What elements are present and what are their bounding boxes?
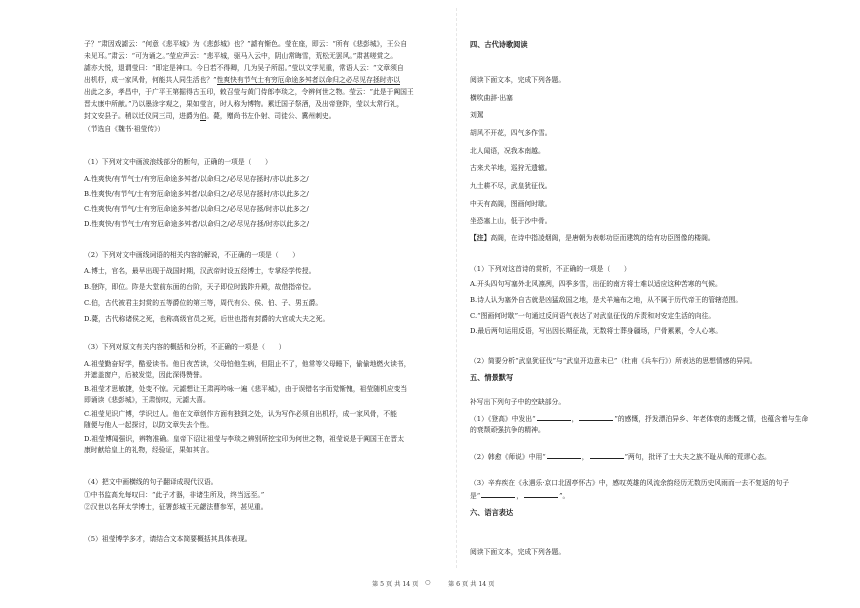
dictation-q3: （3）辛弃疾在《永遇乐·京口北固亭怀古》中，感叹英雄的风流余韵经历无数历史风雨而一去不复返的句子 — [470, 479, 790, 487]
passage-line: 未见耳。”肃云：“可为诵之。”莹应声云：“悲平城，驱马入云中，阴山常晦雪，荒松无罢风。”肃甚嗟赏之。 — [84, 52, 398, 60]
poem-line: 胡风不开花，四气多作雪。 — [470, 129, 552, 137]
passage-text: 封文安县子。稍以迁仪同三司，进爵为 — [84, 112, 200, 120]
note-text: 高阁，在诗中指凌烟阁，是唐朝为表彰功臣而建筑的绘有功臣图像的楼阁。 — [490, 234, 715, 242]
passage-text: 。薨，赠尚书左仆射、司徒公、冀州刺史。 — [206, 112, 336, 120]
option-d[interactable]: D.最后两句运用反语，写出因长期征战，无数将士葬身疆场，尸骨累累，令人心寒。 — [470, 327, 723, 335]
underlined-term: 伯 — [199, 112, 207, 120]
language-intro: 阅读下面文本，完成下列各题。 — [470, 548, 566, 556]
translate-item-1: ①中书监高允每叹曰：“此子才器，非诸生所及，终当远至。” — [84, 491, 265, 499]
passage-text: 出机杼，成一家风骨，何能共人同生活也？” — [84, 76, 217, 84]
option-b[interactable]: B.诗人认为塞外自古就是凶猛敌国之地，是犬羊遍布之地，从不属于历代帝王的管辖范围。 — [470, 296, 743, 304]
poem-line: 北人闻语，况我本南越。 — [470, 147, 545, 155]
passage-line — [84, 76, 400, 85]
dictation-q2-text: ”两句，批评了士大夫之族不耻从师的荒谬心态。 — [624, 453, 771, 461]
poem-author: 刘駕 — [470, 111, 484, 119]
option-b[interactable]: B.祖莹才思敏捷，处变不惊。元謔想让王肃再吟咏一遍《悲平城》，由于误错名字而觉惭愧，祖莹随机应变当 — [84, 385, 408, 393]
dictation-q3-cont: 是“ ， ”。 — [470, 492, 570, 500]
dictation-q1-cont: 的衰颓顽强抗争的精神。 — [470, 426, 545, 434]
poem-note — [470, 234, 715, 243]
page-divider — [456, 8, 457, 568]
wavy-underlined-sentence: 性爽快有节气士有穷厄命途多舛者以命归之必尽见存拯时亦以 — [216, 76, 401, 84]
answer-blank[interactable] — [579, 414, 613, 421]
question-4-stem: （4）把文中画横线的句子翻译成现代汉语。 — [84, 478, 218, 486]
passage-line: 謔亦大悦，退谓莹曰：“即定是神口。今日若不得卿，几为吴子所屈。”莹以文学见重，常语人云：“文章须自 — [84, 64, 404, 72]
poem-title: 横吹曲辞·出塞 — [470, 94, 513, 102]
dictation-q3-text: ”。 — [559, 492, 570, 500]
question-2-stem: （2）下列对文中画线词语的相关内容的解说，不正确的一项是（ ） — [84, 251, 300, 259]
poem-line: 古来犬羊地，巡狩无遗辙。 — [470, 164, 552, 172]
passage-line: 子？”肃因戏謔云：“何意《悲平城》为《悲彭城》也？”謔有惭色。莹在座，即云：“所有《悲彭城》，王公自 — [84, 40, 408, 48]
poem-question-2-stem: （2）简要分析“武皇犹征伐”与“武皇开边意未已”（杜甫《兵车行》）所表达的思想情感的异同。 — [470, 357, 757, 365]
passage-line: 出此之多，孝昌中，于广平王第掘得古玉印，敕召莹与黄门侍郎李琰之，令辨何世之物。莹云：“此是于阗国王 — [84, 88, 414, 96]
option-c[interactable]: C.“图画何时歇”一句通过反问语气表达了对武皇征伐的斥责和对安定生活的向往。 — [470, 312, 716, 320]
answer-blank[interactable] — [481, 491, 515, 498]
section-5-heading: 五、情景默写 — [470, 373, 514, 382]
poem-question-1-stem: （1）下列对这首诗的赏析，不正确的一项是（ ） — [470, 265, 631, 273]
option-c[interactable]: C.伯，古代被君主封赏的五等爵位的第三等，周代有公、侯、伯、子、男五爵。 — [84, 299, 323, 307]
passage-line — [84, 112, 335, 121]
dictation-q1-text: （1）《登高》中发出“ — [470, 415, 536, 423]
option-d[interactable]: D.祖莹博闻强识，辨物准确。皇帝下诏让祖莹与李琰之辨别所挖宝印为何世之物，祖莹说是于阗国王在晋太 — [84, 435, 405, 443]
dictation-intro: 补写出下列句子中的空缺部分。 — [470, 398, 566, 406]
dictation-q2-text: （2）韩愈《师说》中用“ — [470, 453, 546, 461]
option-a-cont[interactable]: 并遮盖窗户，后被发觉，因此深得赞誉。 — [84, 371, 207, 379]
option-b[interactable]: B.性爽快/有节气/士有穷厄命途多舛者/以命归之/必尽见存拯时/亦以此多之/ — [84, 190, 309, 198]
question-5-stem: （5）祖莹博学多才，请结合文本简要概括其具体表现。 — [84, 535, 252, 543]
poem-line: 坐恐塞上山，低于沙中骨。 — [470, 217, 552, 225]
note-label: 【注】 — [470, 234, 491, 242]
dictation-q1: （1）《登高》中发出“ ， ”的感慨，抒发漂泊异乡、年老体衰的悲慨之情，也蕴含着与生命 — [470, 415, 809, 423]
binding-circle: ○ — [425, 579, 431, 586]
dictation-q1-text: ”的感慨，抒发漂泊异乡、年老体衰的悲慨之情，也蕴含着与生命 — [614, 415, 809, 423]
section-4-heading: 四、古代诗歌阅读 — [470, 40, 528, 49]
answer-blank[interactable] — [537, 414, 571, 421]
section-6-heading: 六、语言表达 — [470, 508, 514, 517]
option-a[interactable]: A.祖莹勤奋好学，酷爱读书。他日夜苦读，父母怕他生病，但阻止不了，他常等父母睡下，偷偷地燃火读书， — [84, 360, 411, 368]
option-c[interactable]: C.性爽快/有节气/士有穷厄命途多舛者/以命归之/必尽见存拯/时亦以此多之/ — [84, 205, 309, 213]
option-d[interactable]: D.薨，古代称诸侯之死，也称高级官员之死，后世也指有封爵的大官或大夫之死。 — [84, 315, 330, 323]
option-b[interactable]: B.登阼，即位。阼是大堂前东面的台阶，天子即位时践阼升殿，故借指帝位。 — [84, 283, 316, 291]
option-d[interactable]: D.性爽快/有节气士/有穷厄命途多舛者/以命归之/必尽见存拯/时亦以此多之/ — [84, 220, 310, 228]
translate-item-2: ②汉世以名拜太学博士，征署彭城王元勰法曹参军，甚见重。 — [84, 503, 268, 511]
poem-line: 中天有高阁，图画何时歇。 — [470, 200, 552, 208]
page-number-left: 第 5 页 共 14 页 — [372, 581, 419, 588]
option-a[interactable]: A.博士，官名，最早出现于战国时期，汉武帝时设五经博士，专掌经学传授。 — [84, 267, 316, 275]
option-b-cont[interactable]: 即诵读《悲彭城》，王肃惊叹，元謔大喜。 — [84, 396, 210, 404]
answer-blank[interactable] — [590, 452, 624, 459]
answer-blank[interactable] — [547, 452, 581, 459]
answer-blank[interactable] — [524, 491, 558, 498]
option-d-cont[interactable]: 康时献给皇上的礼物，经验证，果如其言。 — [84, 446, 214, 454]
page-number-right: 第 6 页 共 14 页 — [448, 581, 495, 588]
option-a[interactable]: A.性爽快/有节气士/有穷厄命途多舛者/以命归之/必尽见存拯时/亦以此多之/ — [84, 175, 309, 183]
poem-line: 九土耕不尽，武皇犹征伐。 — [470, 182, 552, 190]
passage-line: 晋太康中所献。”乃以墨涂字观之，果如莹言，时人称为博物。累迁国子祭酒，及出帝登阼，莹以太常行礼， — [84, 100, 404, 108]
option-c-cont[interactable]: 随便与他人一起探讨，以防文章失去个性。 — [84, 421, 214, 429]
dictation-q3-text: 是“ — [470, 492, 481, 500]
option-a[interactable]: A.开头四句写塞外北风凛冽，四季多雪，出征的南方将士难以适应这种苦寒的气候。 — [470, 280, 722, 288]
dictation-q2: （2）韩愈《师说》中用“ ， ”两句，批评了士大夫之族不耻从师的荒谬心态。 — [470, 453, 771, 461]
option-c[interactable]: C.祖莹见识广博，学识过人。他在文章创作方面有独到之处，认为写作必须自出机杼，成一家风骨，不能 — [84, 410, 397, 418]
reading-intro: 阅读下面文本，完成下列各题。 — [470, 76, 566, 84]
question-3-stem: （3）下列对原文有关内容的概括和分析，不正确的一项是（ ） — [84, 343, 286, 351]
passage-source: （节选自《魏书·祖莹传》） — [84, 125, 165, 133]
question-1-stem: （1）下列对文中画波浪线部分的断句，正确的一项是（ ） — [84, 158, 272, 166]
